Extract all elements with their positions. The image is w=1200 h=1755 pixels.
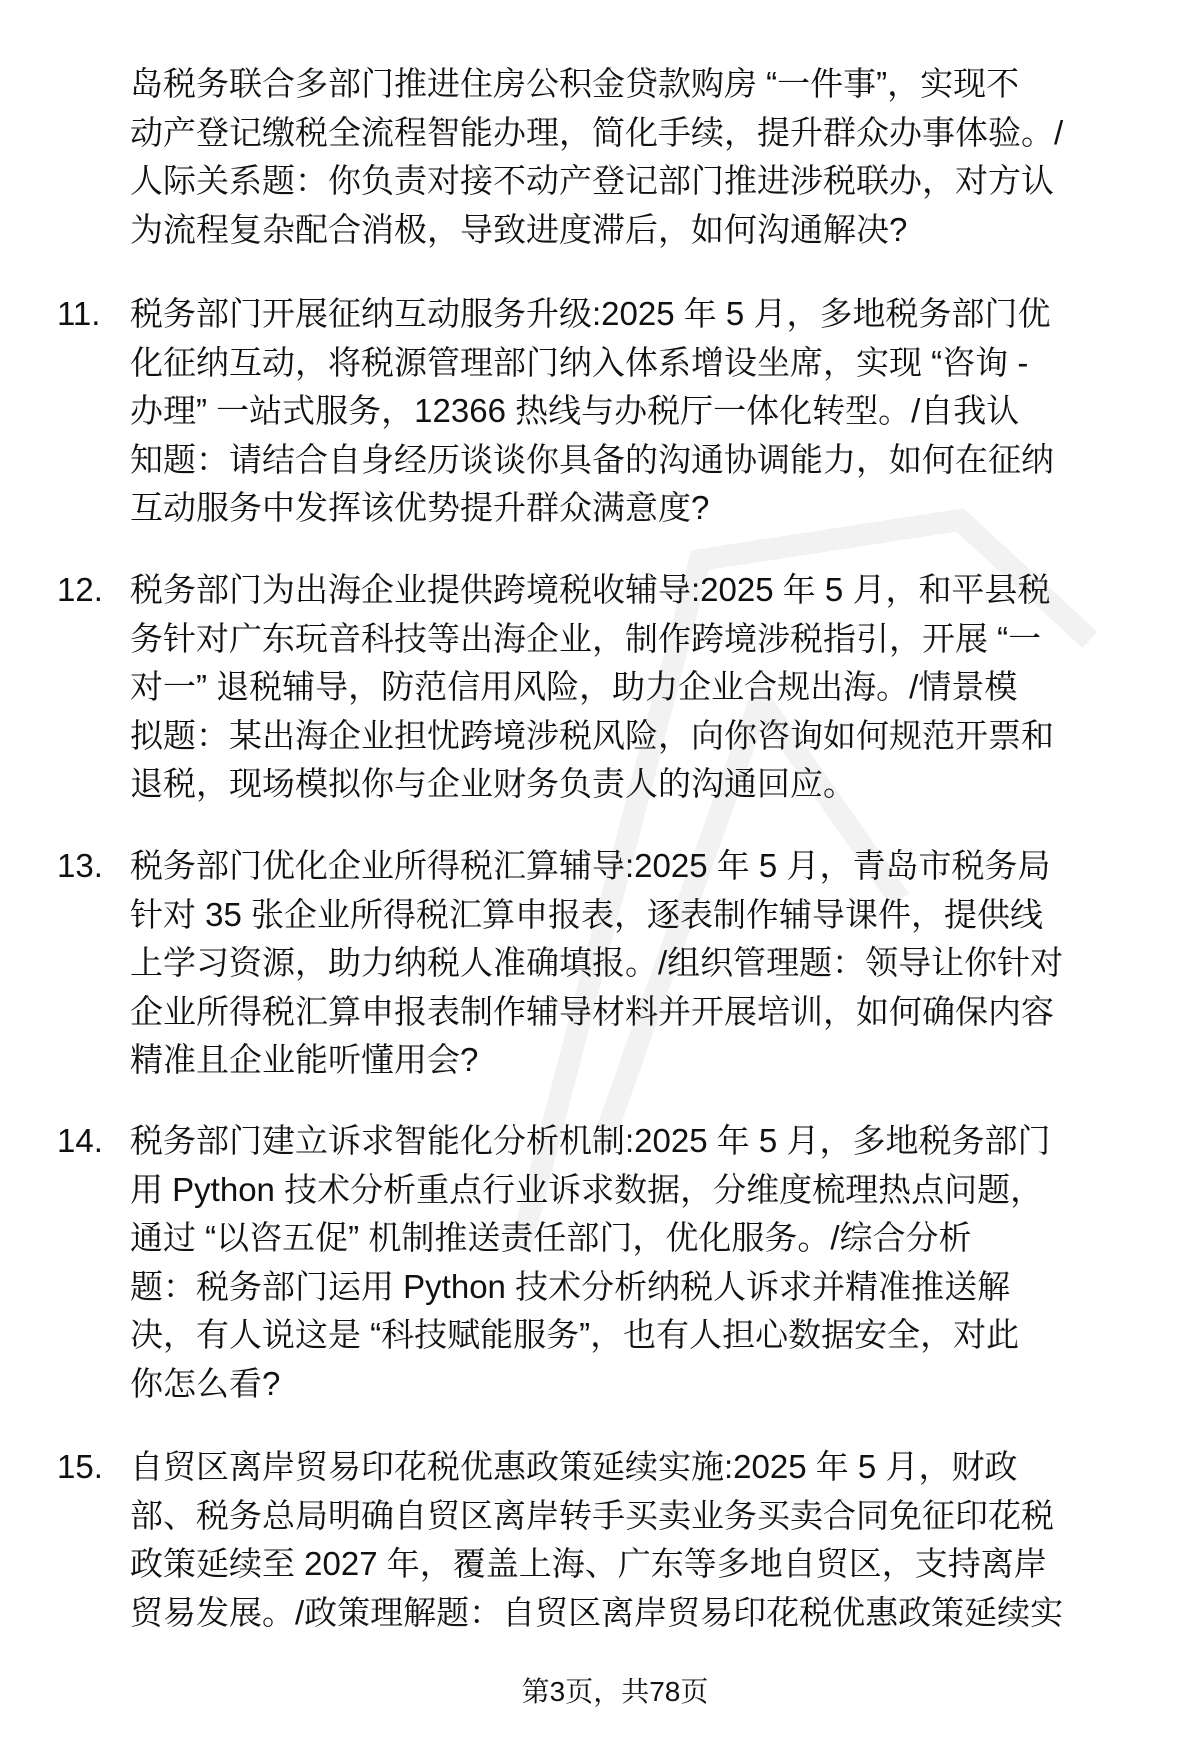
item-text-line: 企业所得税汇算申报表制作辅导材料并开展培训，如何确保内容 bbox=[130, 992, 1054, 1030]
item-text-line: 税务部门开展征纳互动服务升级:2025 年 5 月，多地税务部门优 bbox=[130, 295, 1051, 332]
item-text-line: 你怎么看? bbox=[130, 1365, 281, 1402]
item-text-line: 办理” 一站式服务，12366 热线与办税厅一体化转型。/自我认 bbox=[130, 392, 1020, 430]
item-text-line: 用 Python 技术分析重点行业诉求数据，分维度梳理热点问题， bbox=[130, 1170, 1044, 1208]
item-text-line: 针对 35 张企业所得税汇算申报表，逐表制作辅导课件，提供线 bbox=[130, 895, 1044, 933]
item-text-line: 精准且企业能听懂用会? bbox=[130, 1041, 479, 1079]
item-text-line: 退税，现场模拟你与企业财务负责人的沟通回应。 bbox=[130, 765, 856, 803]
item-text-line: 税务部门为出海企业提供跨境税收辅导:2025 年 5 月，和平县税 bbox=[130, 571, 1051, 608]
item-text-line: 税务部门建立诉求智能化分析机制:2025 年 5 月，多地税务部门 bbox=[130, 1122, 1051, 1159]
item-text-line: 为流程复杂配合消极，导致进度滞后，如何沟通解决? bbox=[130, 210, 908, 248]
item-number: 14. bbox=[57, 1122, 103, 1159]
item-text-line: 人际关系题：你负责对接不动产登记部门推进涉税联办，对方认 bbox=[130, 162, 1054, 200]
item-number: 15. bbox=[57, 1448, 103, 1485]
item-text-line: 决，有人说这是 “科技赋能服务”，也有人担心数据安全，对此 bbox=[130, 1316, 1020, 1354]
item-text-line: 通过 “以咨五促” 机制推送责任部门，优化服务。/综合分析 bbox=[130, 1219, 972, 1257]
item-text-line: 动产登记缴税全流程智能办理，简化手续，提升群众办事体验。/ bbox=[130, 113, 1064, 151]
item-number: 11. bbox=[57, 295, 101, 332]
item-text-line: 税务部门优化企业所得税汇算辅导:2025 年 5 月，青岛市税务局 bbox=[130, 847, 1051, 884]
item-text-line: 知题：请结合自身经历谈谈你具备的沟通协调能力，如何在征纳 bbox=[130, 440, 1054, 478]
item-text-line: 贸易发展。/政策理解题：自贸区离岸贸易印花税优惠政策延续实 bbox=[130, 1593, 1064, 1631]
item-number: 13. bbox=[57, 847, 103, 884]
item-text-line: 互动服务中发挥该优势提升群众满意度? bbox=[130, 489, 710, 527]
item-text-line: 务针对广东玩音科技等出海企业，制作跨境涉税指引，开展 “一 bbox=[130, 619, 1042, 657]
item-text-line: 政策延续至 2027 年，覆盖上海、广东等多地自贸区，支持离岸 bbox=[130, 1545, 1047, 1583]
item-text-line: 拟题：某出海企业担忧跨境涉税风险，向你咨询如何规范开票和 bbox=[130, 716, 1054, 754]
page-number: 第3页，共78页 bbox=[521, 1676, 709, 1707]
item-text-line: 化征纳互动，将税源管理部门纳入体系增设坐席，实现 “咨询 - bbox=[130, 343, 1029, 381]
item-number: 12. bbox=[57, 571, 103, 608]
item-text-line: 对一” 退税辅导，防范信用风险，助力企业合规出海。/情景模 bbox=[130, 668, 1018, 706]
item-text-line: 上学习资源，助力纳税人准确填报。/组织管理题：领导让你针对 bbox=[130, 944, 1064, 982]
item-text-line: 题：税务部门运用 Python 技术分析纳税人诉求并精准推送解 bbox=[130, 1267, 1011, 1305]
item-text-line: 部、税务总局明确自贸区离岸转手买卖业务买卖合同免征印花税 bbox=[130, 1496, 1054, 1534]
item-text-line: 自贸区离岸贸易印花税优惠政策延续实施:2025 年 5 月，财政 bbox=[130, 1448, 1018, 1485]
item-text-line: 岛税务联合多部门推进住房公积金贷款购房 “一件事”，实现不 bbox=[130, 65, 1020, 102]
